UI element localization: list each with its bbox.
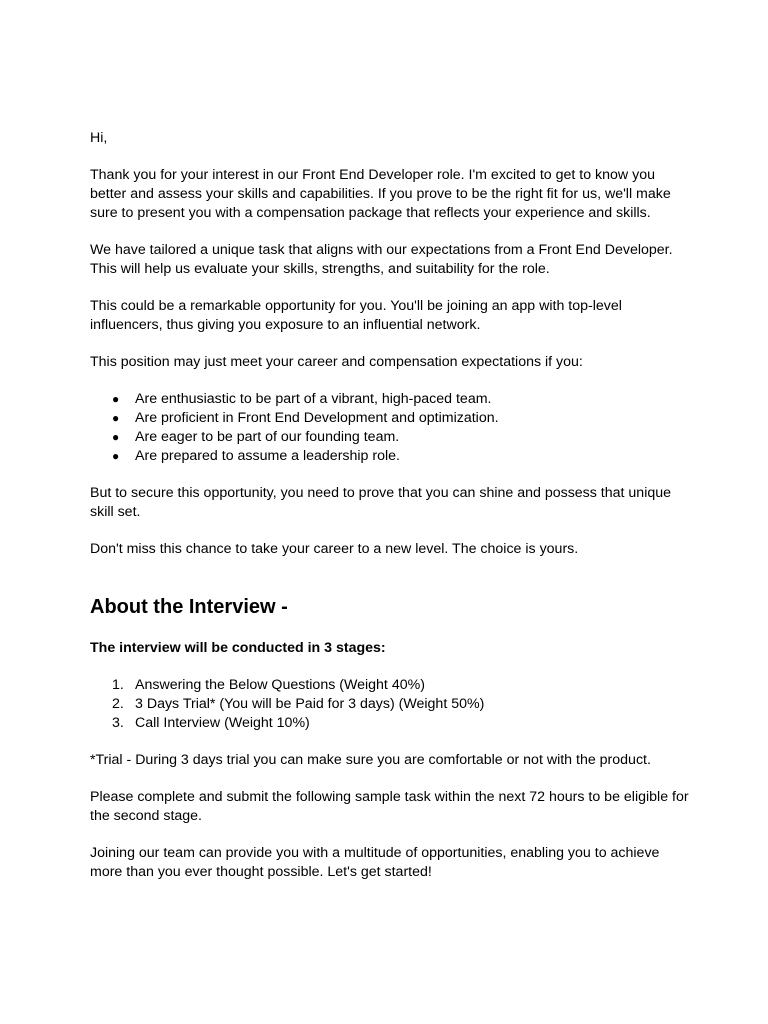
dont-miss-paragraph: Don't miss this chance to take your career to a new level. The choice is yours. — [90, 541, 579, 557]
list-item: ● Are eager to be part of our founding team. — [112, 429, 400, 445]
list-item: ● Are proficient in Front End Development and optimization. — [112, 410, 499, 426]
expectations-lead: This position may just meet your career and compensation expectations if you: — [90, 354, 583, 370]
list-item: 2. 3 Days Trial* (You will be Paid for 3 days) (Weight 50%) — [112, 696, 485, 712]
interview-heading: About the Interview - — [90, 596, 288, 618]
list-item: ● Are enthusiastic to be part of a vibrant, high-paced team. — [112, 391, 492, 407]
intro-paragraph: Thank you for your interest in our Front End Developer role. I'm excited to get to know you better and assess your skills and capabilities. If you prove to be the right fit for us, we'll make sure to present you with a compensation package that reflects your experience and skills. — [90, 167, 671, 221]
stages-list — [90, 676, 690, 733]
bullet-icon: ● — [112, 392, 120, 406]
expectations-list — [90, 390, 690, 466]
list-item: 1. Answering the Below Questions (Weight 40%) — [112, 677, 425, 693]
list-item: ● Are prepared to assume a leadership role. — [112, 448, 400, 464]
greeting: Hi, — [90, 130, 108, 146]
trial-note: *Trial - During 3 days trial you can make sure you are comfortable or not with the product. — [90, 752, 651, 768]
opportunity-paragraph: This could be a remarkable opportunity for you. You'll be joining an app with top-level influencers, thus giving you exposure to an influential network. — [90, 298, 622, 333]
bullet-icon: ● — [112, 449, 120, 463]
bullet-icon: ● — [112, 411, 120, 425]
list-number: 2. — [112, 696, 124, 712]
submit-note: Please complete and submit the following sample task within the next 72 hours to be eligible for the second stage. — [90, 789, 689, 824]
bullet-icon: ● — [112, 430, 120, 444]
secure-paragraph: But to secure this opportunity, you need to prove that you can shine and possess that unique skill set. — [90, 485, 672, 520]
list-number: 1. — [112, 677, 124, 693]
task-paragraph: We have tailored a unique task that aligns with our expectations from a Front End Developer. This will help us evaluate your skills, strengths, and suitability for the role. — [90, 242, 673, 277]
closing-paragraph: Joining our team can provide you with a multitude of opportunities, enabling you to achieve more than you ever thought possible. Let's get started! — [90, 845, 660, 880]
list-number: 3. — [112, 715, 124, 731]
stages-lead: The interview will be conducted in 3 stages: — [90, 640, 386, 656]
document-page — [90, 129, 690, 900]
list-item: 3. Call Interview (Weight 10%) — [112, 715, 310, 731]
